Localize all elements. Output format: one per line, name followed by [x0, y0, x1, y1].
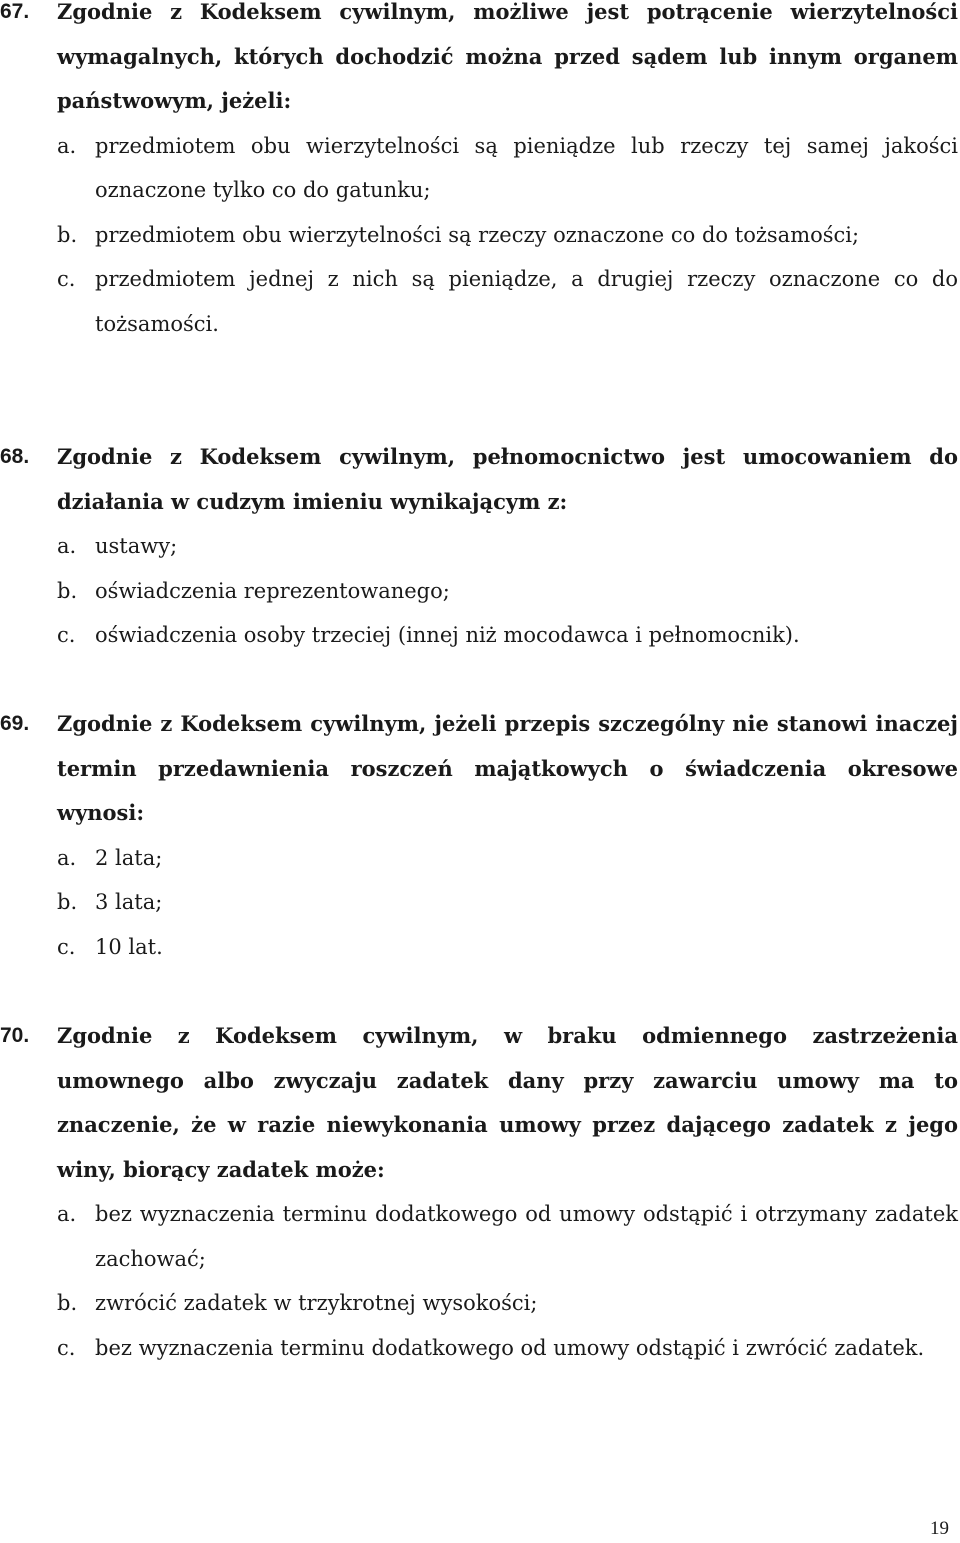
answer-text: 10 lat. — [95, 934, 163, 959]
answer-text: oświadczenia osoby trzeciej (innej niż mocodawca i pełnomocnik). — [95, 623, 800, 647]
question-number: 69. — [0, 712, 30, 735]
question-stem: Zgodnie z Kodeksem cywilnym, możliwe jest potrącenie wierzytelności wymagalnych, których dochodzić można przed sądem lub innym organem państwowym, jeżeli: — [57, 0, 958, 113]
question-stem: Zgodnie z Kodeksem cywilnym, jeżeli przepis szczególny nie stanowi inaczej termin przedawnienia roszczeń majątkowych o świadczenia okresowe wynosi: — [57, 711, 958, 825]
answer-letter: b. — [57, 1291, 78, 1315]
answer-option-b — [0, 213, 958, 258]
question-70 — [0, 1014, 958, 1370]
answer-letter: c. — [57, 267, 76, 291]
answer-letter: a. — [57, 534, 77, 558]
question-stem: Zgodnie z Kodeksem cywilnym, w braku odmiennego zastrzeżenia umownego albo zwyczaju zadatek dany przy zawarciu umowy ma to znaczenie, że w razie niewykonania umowy przez dającego zadatek z jego winy, biorący zadatek może: — [57, 1023, 958, 1182]
answer-text: 2 lata; — [95, 845, 163, 870]
answer-option-c — [0, 925, 958, 970]
question-heading — [0, 1014, 958, 1192]
answer-letter: b. — [57, 222, 78, 247]
answer-option-c — [0, 613, 958, 658]
answer-letter: c. — [57, 1335, 76, 1360]
answer-option-c — [0, 1326, 958, 1371]
answer-letter: a. — [57, 1202, 77, 1226]
answer-text: przedmiotem obu wierzytelności są rzeczy oznaczone co do tożsamości; — [95, 222, 860, 247]
question-number: 68. — [0, 445, 30, 468]
answer-letter: b. — [57, 578, 78, 603]
question-heading — [0, 435, 958, 524]
question-69 — [0, 702, 958, 969]
page-number: 19 — [930, 1518, 949, 1539]
question-heading — [0, 0, 958, 124]
answer-option-a — [0, 1192, 958, 1281]
answer-letter: c. — [57, 623, 76, 647]
answer-option-a — [0, 836, 958, 881]
question-stem: Zgodnie z Kodeksem cywilnym, pełnomocnictwo jest umocowaniem do działania w cudzym imieniu wynikającym z: — [57, 444, 958, 514]
answer-option-b — [0, 880, 958, 925]
answer-option-c — [0, 257, 958, 346]
question-number: 70. — [0, 1024, 30, 1047]
answer-text: oświadczenia reprezentowanego; — [95, 578, 450, 603]
answer-letter: b. — [57, 890, 78, 914]
answer-letter: a. — [57, 133, 77, 158]
answer-text: zwrócić zadatek w trzykrotnej wysokości; — [95, 1291, 538, 1315]
answer-letter: c. — [57, 934, 76, 959]
answer-text: bez wyznaczenia terminu dodatkowego od umowy odstąpić i zwrócić zadatek. — [95, 1335, 925, 1360]
question-number: 67. — [0, 0, 30, 23]
answer-option-b — [0, 569, 958, 614]
answer-option-a — [0, 124, 958, 213]
answer-text: ustawy; — [95, 534, 178, 558]
answer-option-a — [0, 524, 958, 569]
answer-text: przedmiotem obu wierzytelności są pieniądze lub rzeczy tej samej jakości oznaczone tylko co do gatunku; — [95, 133, 958, 202]
answer-letter: a. — [57, 845, 77, 870]
answer-text: bez wyznaczenia terminu dodatkowego od umowy odstąpić i otrzymany zadatek zachować; — [95, 1202, 958, 1271]
answer-text: 3 lata; — [95, 890, 163, 914]
question-67 — [0, 0, 958, 346]
question-heading — [0, 702, 958, 836]
answer-text: przedmiotem jednej z nich są pieniądze, a drugiej rzeczy oznaczone co do tożsamości. — [95, 267, 958, 336]
question-68 — [0, 435, 958, 658]
answer-option-b — [0, 1281, 958, 1326]
